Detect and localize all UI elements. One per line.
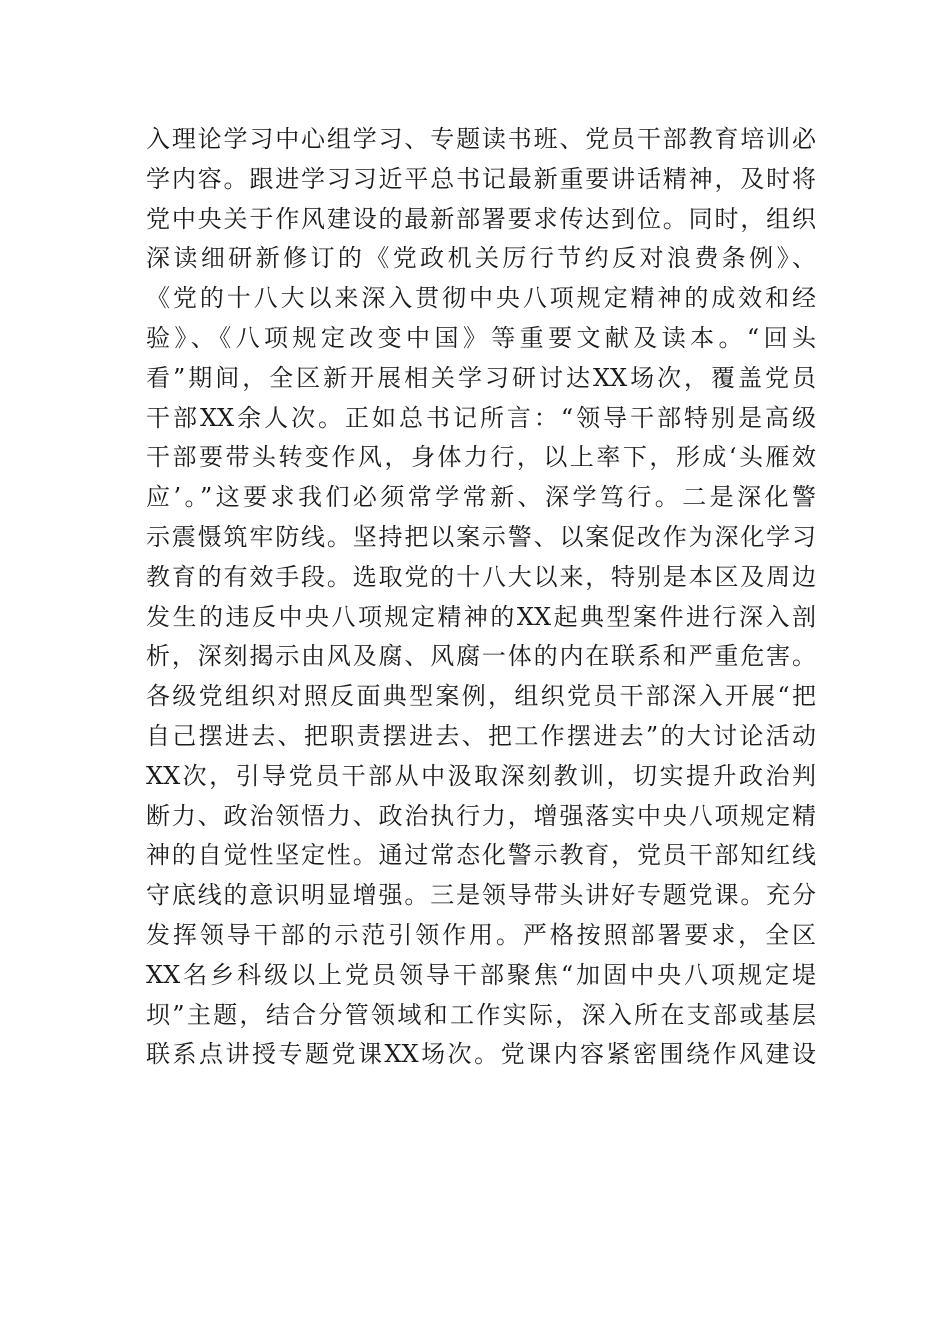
text-line: 看”期间，全区新开展相关学习研讨达XX场次，覆盖党员 (146, 363, 816, 392)
text-line: 坝”主题，结合分管领域和工作实际，深入所在支部或基层 (146, 1000, 816, 1029)
text-line: 干部XX余人次。正如总书记所言：“领导干部特别是高级 (146, 403, 816, 432)
text-line: XX名乡科级以上党员领导干部聚焦“加固中央八项规定堤 (146, 960, 816, 989)
text-line: 验》、《八项规定改变中国》等重要文献及读本。“回头 (146, 323, 816, 352)
text-line: 教育的有效手段。选取党的十八大以来，特别是本区及周边 (146, 562, 816, 591)
text-line: 发挥领导干部的示范引领作用。严格按照部署要求，全区 (146, 920, 816, 949)
text-line: 示震慑筑牢防线。坚持把以案示警、以案促改作为深化学习 (146, 522, 816, 551)
text-line: 学内容。跟进学习习近平总书记最新重要讲话精神，及时将 (146, 164, 816, 193)
text-line: XX次，引导党员干部从中汲取深刻教训，切实提升政治判 (146, 761, 816, 790)
text-line: 守底线的意识明显增强。三是领导带头讲好专题党课。充分 (146, 881, 816, 910)
text-line: 析，深刻揭示由风及腐、风腐一体的内在联系和严重危害。 (146, 642, 816, 671)
text-line: 《党的十八大以来深入贯彻中央八项规定精神的成效和经 (146, 284, 816, 313)
text-line: 党中央关于作风建设的最新部署要求传达到位。同时，组织 (146, 204, 816, 233)
text-line: 入理论学习中心组学习、专题读书班、党员干部教育培训必 (146, 125, 816, 153)
text-line: 各级党组织对照反面典型案例，组织党员干部深入开展“把 (146, 682, 816, 711)
text-line: 神的自觉性坚定性。通过常态化警示教育，党员干部知红线 (146, 841, 816, 870)
text-line: 干部要带头转变作风，身体力行，以上率下，形成‘头雁效 (146, 443, 816, 472)
text-line: 联系点讲授专题党课XX场次。党课内容紧密围绕作风建设 (146, 1040, 816, 1069)
text-line: 断力、政治领悟力、政治执行力，增强落实中央八项规定精 (146, 801, 816, 830)
text-line: 发生的违反中央八项规定精神的XX起典型案件进行深入剖 (146, 602, 816, 631)
text-line: 应’。”这要求我们必须常学常新、深学笃行。二是深化警 (146, 483, 816, 512)
body-text (146, 120, 816, 1075)
text-line: 自己摆进去、把职责摆进去、把工作摆进去”的大讨论活动 (146, 721, 816, 750)
text-line: 深读细研新修订的《党政机关厉行节约反对浪费条例》、 (146, 244, 816, 273)
